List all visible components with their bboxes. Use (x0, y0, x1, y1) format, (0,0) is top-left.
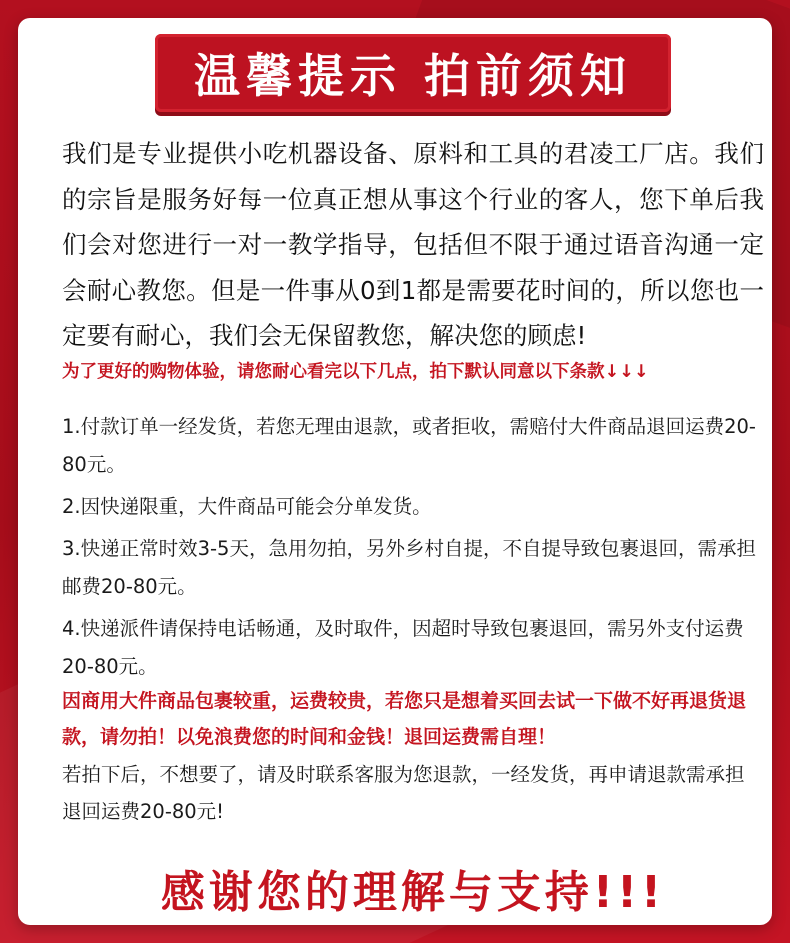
terms-list (62, 408, 762, 690)
thanks-text: 感谢您的理解与支持!!! (160, 867, 666, 918)
intro-paragraph: 我们是专业提供小吃机器设备、原料和工具的君凌工厂店。我们的宗旨是服务好每一位真正想从事这个行业的客人，您下单后我们会对您进行一对一教学指导，包括但不限于通过语音沟通一定会耐心教您。但是一件事从0到1都是需要花时间的，所以您也一定要有耐心，我们会无保留教您，解决您的顾虑! (62, 139, 764, 350)
term-item: 3.快递正常时效3-5天，急用勿拍，另外乡村自提，不自提导致包裹退回，需承担邮费20-80元。 (62, 537, 756, 598)
term-item: 2.因快递限重，大件商品可能会分单发货。 (62, 495, 432, 518)
read-notice: 为了更好的购物体验，请您耐心看完以下几点，拍下默认同意以下条款↓↓↓ (62, 362, 649, 382)
warning-text: 因商用大件商品包裹较重，运费较贵，若您只是想着买回去试一下做不好再退货退款，请勿拍！以免浪费您的时间和金钱！退回运费需自理！ (62, 690, 747, 748)
title-banner (155, 34, 671, 112)
notice-card (18, 18, 772, 925)
term-item: 1.付款订单一经发货，若您无理由退款，或者拒收，需赔付大件商品退回运费20-80元。 (62, 415, 756, 476)
after-sale-text: 若拍下后，不想要了，请及时联系客服为您退款，一经发货，再申请退款需承担退回运费20-80元! (62, 763, 745, 823)
term-item: 4.快递派件请保持电话畅通，及时取件，因超时导致包裹退回，需另外支付运费20-80元。 (62, 617, 744, 678)
banner-title: 温馨提示 拍前须知 (193, 49, 632, 103)
